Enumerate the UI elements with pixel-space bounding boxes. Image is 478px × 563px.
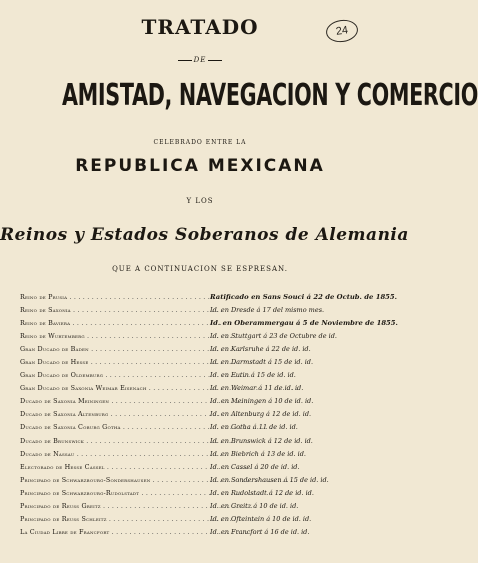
list-item xyxy=(20,382,390,395)
list-item xyxy=(20,290,398,303)
list-item xyxy=(20,513,390,526)
list-item xyxy=(20,500,390,513)
list-item xyxy=(20,395,390,408)
party-state: Gran Ducado de Baden . . . xyxy=(20,345,206,353)
party-ratification: Id. en Weimar á 11 de id. id. xyxy=(210,384,304,393)
party-ratification: Id. en Stuttgart á 23 de Octubre de id. xyxy=(210,331,337,340)
party-ratification: Id. en Meiningen á 10 de id. id. xyxy=(210,397,314,406)
party-state: Ducado de Saxonia Meiningen . . . xyxy=(20,397,206,405)
party-ratification: Id. en Rudolstadt á 12 de id. id. xyxy=(210,488,314,497)
party-ratification: Id. en Biebrich á 13 de id. id. xyxy=(210,449,306,458)
party-state: Reino de Prusia . . . xyxy=(20,293,206,301)
list-item xyxy=(20,486,390,499)
list-item xyxy=(20,342,390,355)
party-ratification: Id. en Francfort á 16 de id. id. xyxy=(210,528,310,537)
party-ratification: Id. en Eutin á 15 de id. id. xyxy=(210,371,296,380)
ornament-rule-right xyxy=(208,60,222,61)
party-state: Ducado de Saxonia Coburg Gotha . . . xyxy=(20,423,206,431)
party-ratification: Id. en Gotha á 11 de id. id. xyxy=(210,423,298,432)
party-state: Reino de Baviera . . . xyxy=(20,319,206,327)
party-state: La Ciudad Libre de Francfort . . . xyxy=(20,528,206,536)
party-state: Reino de Wurtemberg . . . xyxy=(20,332,206,340)
list-item xyxy=(20,329,390,342)
party-state: Electorado de Hesse Cassel . . . xyxy=(20,463,206,471)
list-item xyxy=(20,316,398,329)
party-state: Ducado de Brunswick . . . xyxy=(20,437,206,445)
party-state: Principado de Schwarzbourg-Rudolstadt . . . xyxy=(20,489,206,497)
celebrado-line: CELEBRADO ENTRE LA xyxy=(153,139,247,146)
subtitle-de-text: DE xyxy=(193,56,207,64)
list-item xyxy=(20,408,390,421)
list-item xyxy=(20,369,390,382)
y-los-line: Y LOS xyxy=(186,197,214,205)
party-state: Ducado de Saxonia Altenburg . . . xyxy=(20,410,206,418)
states-title: Reinos y Estados Soberanos de Alemania xyxy=(0,225,409,245)
party-ratification: Ratificado en Sans Souci á 22 de Octub. de 1855. xyxy=(210,292,398,301)
party-state: Ducado de Nassau . . . xyxy=(20,450,206,458)
party-ratification: Id. en Cassel á 20 de id. id. xyxy=(210,462,300,471)
list-item xyxy=(20,434,390,447)
party-state: Gran Ducado de Saxonia Weimar Eisenach . . . xyxy=(20,384,206,392)
republic-title: REPUBLICA MEXICANA xyxy=(75,156,325,176)
parties-list xyxy=(20,290,398,539)
party-ratification: Id. en Altenburg á 12 de id. id. xyxy=(210,410,312,419)
list-item xyxy=(20,421,390,434)
list-item xyxy=(20,473,390,486)
party-ratification: Id. en Greitz á 10 de id. id. xyxy=(210,502,299,511)
party-ratification: Id. en Brunswick á 12 de id. id. xyxy=(210,436,313,445)
party-ratification: Id. en Oberammergau á 5 de Noviembre de 1855. xyxy=(210,318,398,327)
list-item xyxy=(20,526,390,539)
party-state: Principado de Reuss Schleitz . . . xyxy=(20,515,206,523)
page-number-mark: 24 xyxy=(325,18,360,44)
list-item xyxy=(20,447,390,460)
list-item xyxy=(20,355,390,368)
party-ratification: Id. en Darmstadt á 15 de id. id. xyxy=(210,358,314,367)
party-ratification: Id. en Ofteintein á 10 de id. id. xyxy=(210,515,312,524)
main-title: AMISTAD, NAVEGACION Y COMERCIO xyxy=(62,78,478,113)
party-state: Gran Ducado de Oldemburg . . . xyxy=(20,371,206,379)
party-state: Principado de Schwarzbourg-Sondershausen . . . xyxy=(20,476,206,484)
list-item xyxy=(20,460,390,473)
document-title: TRATADO xyxy=(141,15,259,39)
party-state: Principado de Reuss Greitz . . . xyxy=(20,502,206,510)
que-continuacion-line: QUE A CONTINUACION SE ESPRESAN. xyxy=(112,265,288,273)
party-state: Gran Ducado de Hesse . . . xyxy=(20,358,206,366)
party-ratification: Id. en Dresde á 17 del mismo mes. xyxy=(210,305,325,314)
list-item xyxy=(20,303,390,316)
party-ratification: Id. en Karlsruhe á 22 de id. id. xyxy=(210,344,311,353)
ornament-rule-left xyxy=(178,60,192,61)
party-ratification: Id. en Sondershausen á 15 de id. id. xyxy=(210,475,329,484)
subtitle-de xyxy=(0,56,400,64)
party-state: Reino de Saxonia . . . xyxy=(20,306,206,314)
